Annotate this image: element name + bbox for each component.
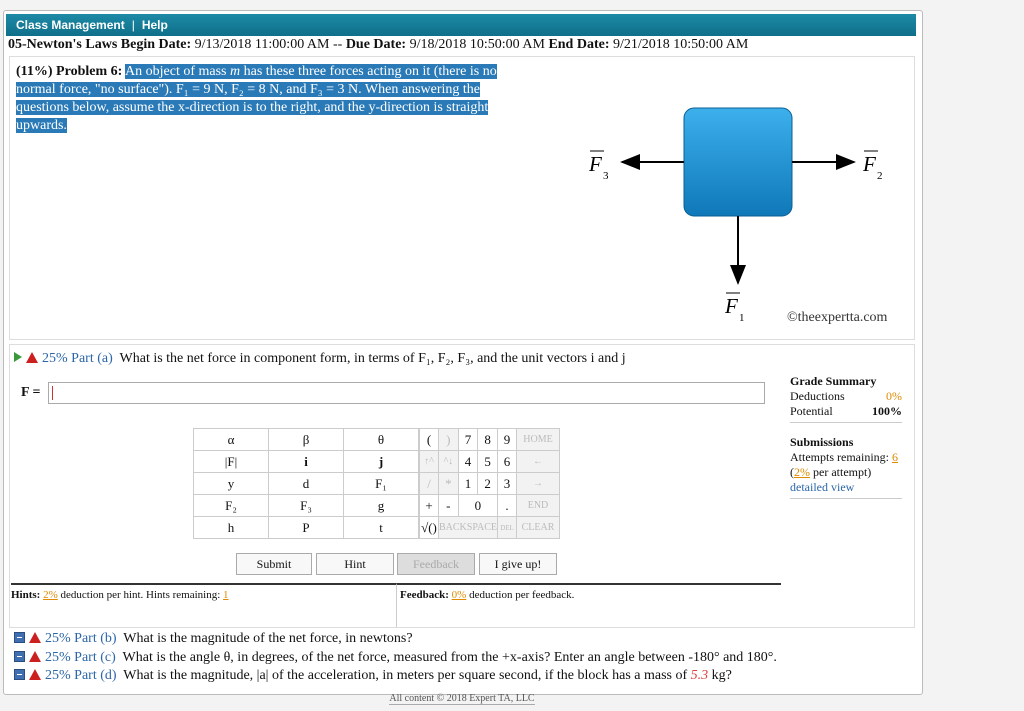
key-theta[interactable]: θ	[344, 429, 419, 451]
potential-label: Potential	[790, 404, 833, 418]
number-keypad	[419, 428, 560, 539]
key-3[interactable]: 3	[498, 473, 517, 495]
label-f2-sub: 2	[877, 170, 883, 182]
text-caret	[52, 386, 53, 400]
collapse-icon[interactable]	[14, 669, 25, 680]
copyright-credit: ©theexpertta.com	[787, 310, 888, 325]
part-d-question-2: kg?	[708, 668, 732, 683]
key-backspace[interactable]: BACKSPACE	[439, 517, 498, 539]
key-8[interactable]: 8	[478, 429, 498, 451]
key-alpha[interactable]: α	[194, 429, 269, 451]
key-right-arrow[interactable]: →	[517, 473, 560, 495]
footer-copyright: All content © 2018 Expert TA, LLC	[389, 693, 535, 704]
hint-button[interactable]: Hint	[316, 553, 394, 575]
part-b-question: What is the magnitude of the net force, in newtons?	[123, 631, 413, 646]
part-b-label[interactable]: 25% Part (b)	[45, 631, 117, 646]
collapse-icon[interactable]	[14, 651, 25, 662]
label-f1-sub: 1	[739, 312, 745, 324]
submissions-title: Submissions	[790, 435, 854, 449]
key-1[interactable]: 1	[458, 473, 478, 495]
feedback-label: Feedback:	[400, 589, 449, 601]
warning-icon	[29, 632, 41, 643]
key-plus[interactable]: +	[420, 495, 439, 517]
problem-text-2: has these three forces acting on it (there is no normal force, "no surface").	[16, 64, 497, 97]
answer-input[interactable]	[48, 382, 765, 404]
key-f2[interactable]: F₂	[194, 495, 269, 517]
key-open-paren[interactable]: (	[420, 429, 439, 451]
key-h[interactable]: h	[194, 517, 269, 539]
key-end[interactable]: END	[517, 495, 560, 517]
key-clear[interactable]: CLEAR	[517, 517, 560, 539]
force-diagram	[580, 100, 910, 330]
detailed-view-link[interactable]: detailed view	[790, 480, 855, 494]
deductions-value: 0%	[886, 389, 902, 403]
problem-heading: (11%) Problem 6:	[16, 64, 123, 79]
key-abs-f[interactable]: |F|	[194, 451, 269, 473]
footer	[0, 693, 924, 704]
play-icon[interactable]	[14, 352, 22, 362]
key-multiply[interactable]: *	[439, 473, 459, 495]
key-5[interactable]: 5	[478, 451, 498, 473]
attempts-value: 6	[891, 450, 898, 464]
key-4[interactable]: 4	[458, 451, 478, 473]
label-f1: F	[725, 294, 738, 318]
key-7[interactable]: 7	[458, 429, 478, 451]
problem-statement	[16, 63, 521, 135]
feedback-button[interactable]: Feedback	[397, 553, 475, 575]
key-delete[interactable]: DEL	[498, 517, 517, 539]
key-home[interactable]: HOME	[517, 429, 560, 451]
label-f3: F	[589, 152, 602, 176]
deductions-label: Deductions	[790, 389, 845, 403]
feedback-text: deduction per feedback.	[466, 589, 575, 601]
due-date: 9/18/2018 10:50:00 AM	[409, 37, 545, 52]
top-menu-bar	[6, 14, 916, 36]
due-date-label: Due Date:	[345, 37, 407, 52]
hints-panel	[11, 583, 396, 627]
assignment-dates	[6, 36, 916, 54]
key-i[interactable]: i	[269, 451, 344, 473]
potential-value: 100%	[872, 404, 902, 418]
hints-remaining: 1	[223, 589, 229, 601]
key-y[interactable]: y	[194, 473, 269, 495]
class-management-link[interactable]: Class Management	[16, 18, 125, 32]
key-minus[interactable]: -	[439, 495, 459, 517]
problem-text-1: An object of mass	[125, 64, 230, 79]
part-c-question: What is the angle θ, in degrees, of the net force, measured from the +x-axis? Enter an angle between -180° and 180°.	[122, 650, 777, 665]
end-date-label: End Date:	[548, 37, 610, 52]
key-p[interactable]: P	[269, 517, 344, 539]
give-up-button[interactable]: I give up!	[479, 553, 557, 575]
feedback-pct: 0%	[451, 589, 467, 601]
warning-icon	[26, 352, 38, 363]
key-decimal[interactable]: .	[498, 495, 517, 517]
part-c-header	[14, 649, 777, 667]
key-9[interactable]: 9	[498, 429, 517, 451]
part-a-question: What is the net force in component form, in terms of F₁, F₂, F₃, and the unit vectors i and j	[119, 351, 626, 366]
symbol-keypad	[193, 428, 419, 539]
label-f2: F	[863, 152, 876, 176]
label-f3-sub: 3	[603, 170, 609, 182]
grade-summary-title: Grade Summary	[790, 374, 877, 388]
begin-date: 9/13/2018 11:00:00 AM	[194, 37, 330, 52]
part-a-label[interactable]: 25% Part (a)	[42, 351, 113, 366]
key-sqrt[interactable]: √()	[420, 517, 439, 539]
end-date: 9/21/2018 10:50:00 AM	[613, 37, 749, 52]
attempts-label: Attempts remaining:	[790, 450, 889, 464]
key-2[interactable]: 2	[478, 473, 498, 495]
key-close-paren[interactable]: )	[439, 429, 459, 451]
warning-icon	[29, 669, 41, 680]
part-b-header	[14, 630, 413, 648]
key-beta[interactable]: β	[269, 429, 344, 451]
part-d-mass: 5.3	[690, 668, 709, 683]
menu-separator: |	[131, 18, 135, 32]
per-attempt-pct: 2%	[794, 465, 810, 479]
mass-block	[684, 108, 792, 216]
part-d-label[interactable]: 25% Part (d)	[45, 668, 117, 683]
key-0[interactable]: 0	[458, 495, 497, 517]
grade-summary: Grade Summary Deductions 0% Potential 100% Submissions Attempts remaining: 6 (2% per attempt) detailed view	[790, 374, 902, 502]
per-attempt-text: per attempt)	[813, 465, 872, 479]
warning-icon	[29, 651, 41, 662]
answer-label: F =	[21, 385, 41, 400]
key-t[interactable]: t	[344, 517, 419, 539]
key-j[interactable]: j	[344, 451, 419, 473]
submit-button[interactable]: Submit	[236, 553, 312, 575]
key-d[interactable]: d	[269, 473, 344, 495]
part-d-question-1: What is the magnitude, |a| of the acceleration, in meters per square second, if the block has a mass of	[123, 668, 691, 683]
problem-text-3: When answering the questions below, assume the x-direction is to the right, and the y-direction is straight upwards.	[16, 82, 489, 133]
problem-forces: F₁ = 9 N, F₂ = 8 N, and F₃ = 3 N.	[175, 82, 362, 97]
key-subscript[interactable]: ^↓	[439, 451, 459, 473]
hints-pct: 2%	[43, 589, 58, 601]
assignment-title: 05-Newton's Laws Begin Date:	[8, 37, 192, 52]
key-divide[interactable]: /	[420, 473, 439, 495]
part-a-header	[14, 350, 626, 368]
key-6[interactable]: 6	[498, 451, 517, 473]
key-superscript[interactable]: ↑^	[420, 451, 439, 473]
key-g[interactable]: g	[344, 495, 419, 517]
part-c-label[interactable]: 25% Part (c)	[45, 650, 116, 665]
feedback-panel	[396, 583, 781, 627]
key-f3[interactable]: F₃	[269, 495, 344, 517]
part-d-header	[14, 667, 732, 685]
date-dash: --	[332, 37, 343, 52]
collapse-icon[interactable]	[14, 632, 25, 643]
key-f1[interactable]: F₁	[344, 473, 419, 495]
help-link[interactable]: Help	[141, 18, 168, 32]
key-left-arrow[interactable]: ←	[517, 451, 560, 473]
hints-text: deduction per hint. Hints remaining:	[57, 589, 224, 601]
problem-mass-symbol: m	[230, 64, 241, 79]
hints-label: Hints:	[11, 589, 41, 601]
